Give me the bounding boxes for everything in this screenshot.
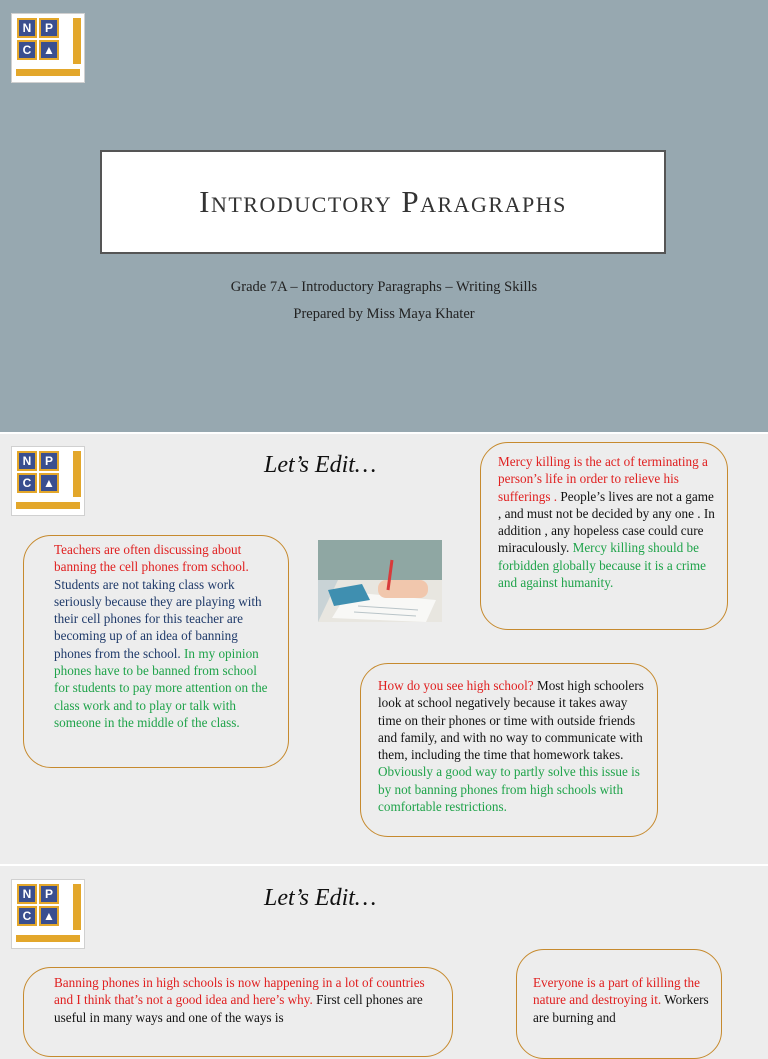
body-sentences: Workers are burning and — [533, 992, 709, 1025]
thesis-sentence: In my opinion phones have to be banned from school for students to pay more attention on the class work and to play or talk with someone in the middle of the class. — [54, 645, 268, 730]
body-sentences: Students are not taking class work seriously because they are playing with their cell phones for this teacher are becoming up of an idea of banning phones from the school. — [54, 576, 262, 661]
logo-letter: C — [17, 40, 37, 60]
paragraph-box-banning-phones — [23, 967, 453, 1057]
paragraph-box-teachers — [23, 535, 289, 768]
school-logo-icon — [11, 879, 85, 949]
logo-letter: N — [17, 18, 37, 38]
hook-sentence: Mercy killing is the act of terminating a person’s life in order to relieve his sufferings . — [498, 454, 708, 504]
paragraph-box-nature — [516, 949, 722, 1059]
logo-cedar-icon: ▲ — [39, 40, 59, 60]
body-sentences: First cell phones are useful in many ways and one of the ways is — [54, 992, 423, 1025]
logo-letter: N — [17, 884, 37, 904]
paragraph-box-mercy-killing — [480, 442, 728, 630]
slide-divider — [0, 864, 768, 866]
thesis-sentence: Mercy killing should be forbidden globally because it is a crime and against humanity. — [498, 540, 706, 591]
hook-sentence: How do you see high school? — [378, 678, 534, 693]
writing-photo — [318, 540, 442, 622]
logo-letter: P — [39, 18, 59, 38]
paragraph-box-high-school — [360, 663, 658, 837]
logo-letter: P — [39, 451, 59, 471]
hook-sentence: Banning phones in high schools is now happening in a lot of countries and I think that’s not a good idea and here’s why. — [54, 975, 425, 1008]
thesis-sentence: Obviously a good way to partly solve this issue is by not banning phones from high schools with comfortable restrictions. — [378, 764, 640, 815]
logo-letter: P — [39, 884, 59, 904]
school-logo-icon — [11, 13, 85, 83]
logo-letter: N — [17, 451, 37, 471]
logo-cedar-icon: ▲ — [39, 473, 59, 493]
body-sentences: Most high schoolers look at school negatively because it takes away time on their phones or time with outside friends and family, and with no way to communicate with them, including the time that homework takes. — [378, 678, 644, 763]
slide-title: Introductory Paragraphs — [199, 184, 567, 219]
logo-letter: C — [17, 473, 37, 493]
subtitle-line-2: Prepared by Miss Maya Khater — [293, 306, 475, 322]
title-slide — [0, 0, 768, 432]
slide-heading: Let’s Edit… — [264, 452, 377, 478]
logo-cedar-icon: ▲ — [39, 906, 59, 926]
slide-heading: Let’s Edit… — [264, 885, 377, 911]
title-box — [100, 150, 666, 254]
body-sentences: People’s lives are not a game , and must not be decided by any one . In addition , any hopeless case could cure miraculously. — [498, 488, 715, 556]
hook-sentence: Teachers are often discussing about banning the cell phones from school. — [54, 542, 249, 575]
school-logo-icon — [11, 446, 85, 516]
slide-divider — [0, 432, 768, 434]
hook-sentence: Everyone is a part of killing the nature and destroying it. — [533, 975, 700, 1008]
subtitle-line-1: Grade 7A – Introductory Paragraphs – Writing Skills — [230, 279, 538, 295]
logo-letter: C — [17, 906, 37, 926]
